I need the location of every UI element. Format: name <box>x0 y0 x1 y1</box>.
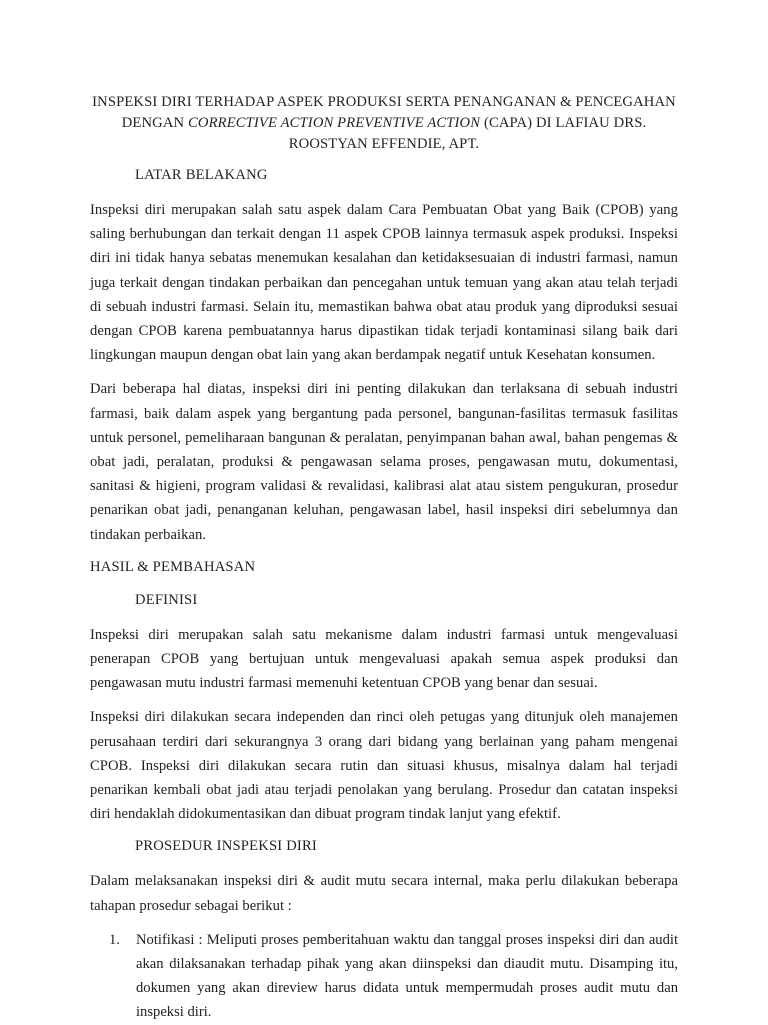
list-item-text: Notifikasi : Meliputi proses pemberitahuan waktu dan tanggal proses inspeksi diri dan audit akan dilaksanakan terhadap pihak yang akan diinspeksi dan diaudit mutu. Disamping itu, dokumen yang akan direview harus didata untuk mempermudah proses audit mutu dan inspeksi diri. <box>136 931 678 1021</box>
title-line-1: INSPEKSI DIRI TERHADAP ASPEK PRODUKSI SERTA PENANGANAN & PENCEGAHAN <box>92 94 676 110</box>
paragraph-latar-belakang-2: Dari beberapa hal diatas, inspeksi diri ini penting dilakukan dan terlaksana di sebuah industri farmasi, baik dalam aspek yang bergantung pada personel, bangunan-fasilitas termasuk fasilitas untuk personel, pemeliharaan bangunan & peralatan, penyimpanan bahan awal, bahan pengemas & obat jadi, peralatan, produksi & pengawasan selama proses, pengawasan mutu, dokumentasi, sanitasi & higieni, program validasi & revalidasi, kalibrasi alat atau sistem pengukuran, prosedur penarikan obat jadi, penanganan keluhan, pengawasan label, hasil inspeksi diri sebelumnya dan tindakan perbaikan. <box>90 381 678 543</box>
heading-prosedur-inspeksi-diri: PROSEDUR INSPEKSI DIRI <box>135 838 317 855</box>
paragraph-latar-belakang-1: Inspeksi diri merupakan salah satu aspek dalam Cara Pembuatan Obat yang Baik (CPOB) yang saling berhubungan dan terkait dengan 11 aspek CPOB lainnya termasuk aspek produksi. Inspeksi diri ini tidak hanya sebatas menemukan kesalahan dan ketidaksesuaian di industri farmasi, namun juga terkait dengan tindakan perbaikan dan pencegahan untuk temuan yang akan atau telah terjadi di sebuah industri farmasi. Selain itu, memastikan bahwa obat atau produk yang diproduksi sesuai dengan CPOB karena pembuatannya harus dipastikan tidak terjadi kontaminasi silang baik dari lingkungan maupun dengan obat lain yang akan berdampak negatif untuk Kesehatan konsumen. <box>90 202 678 364</box>
list-item-number: 1. <box>109 931 120 948</box>
title-line-2-post: (CAPA) DI LAFIAU DRS. <box>480 115 647 131</box>
prosedur-list <box>90 928 678 1025</box>
paragraph-definisi-1: Inspeksi diri merupakan salah satu mekanisme dalam industri farmasi untuk mengevaluasi penerapan CPOB yang bertujuan untuk mengevaluasi apakah semua aspek produksi dan pengawasan mutu industri farmasi memenuhi ketentuan CPOB yang benar dan sesuai. <box>90 626 678 692</box>
heading-latar-belakang: LATAR BELAKANG <box>135 167 268 183</box>
title-line-3: ROOSTYAN EFFENDIE, APT. <box>288 136 480 152</box>
title-line-2 <box>90 113 678 134</box>
heading-definisi: DEFINISI <box>135 591 198 608</box>
list-item <box>90 928 678 1025</box>
paragraph-definisi-2: Inspeksi diri dilakukan secara independen dan rinci oleh petugas yang ditunjuk oleh manajemen perusahaan terdiri dari sekurangnya 3 orang dari bidang yang berlainan yang paham mengenai CPOB. Inspeksi diri dilakukan secara rutin dan situasi khusus, misalnya dalam hal terjadi penarikan kembali obat jadi atau terjadi penolakan yang berulang. Prosedur dan catatan inspeksi diri hendaklah didokumentasikan dan dibuat program tindak lanjut yang efektif. <box>90 709 678 823</box>
heading-hasil-pembahasan: HASIL & PEMBAHASAN <box>90 558 256 575</box>
document-title <box>90 92 678 155</box>
title-line-2-pre: DENGAN <box>121 115 188 131</box>
title-line-2-italic: CORRECTIVE ACTION PREVENTIVE ACTION <box>188 115 481 131</box>
paragraph-prosedur-intro: Dalam melaksanakan inspeksi diri & audit mutu secara internal, maka perlu dilakukan beberapa tahapan prosedur sebagai berikut : <box>90 873 678 914</box>
